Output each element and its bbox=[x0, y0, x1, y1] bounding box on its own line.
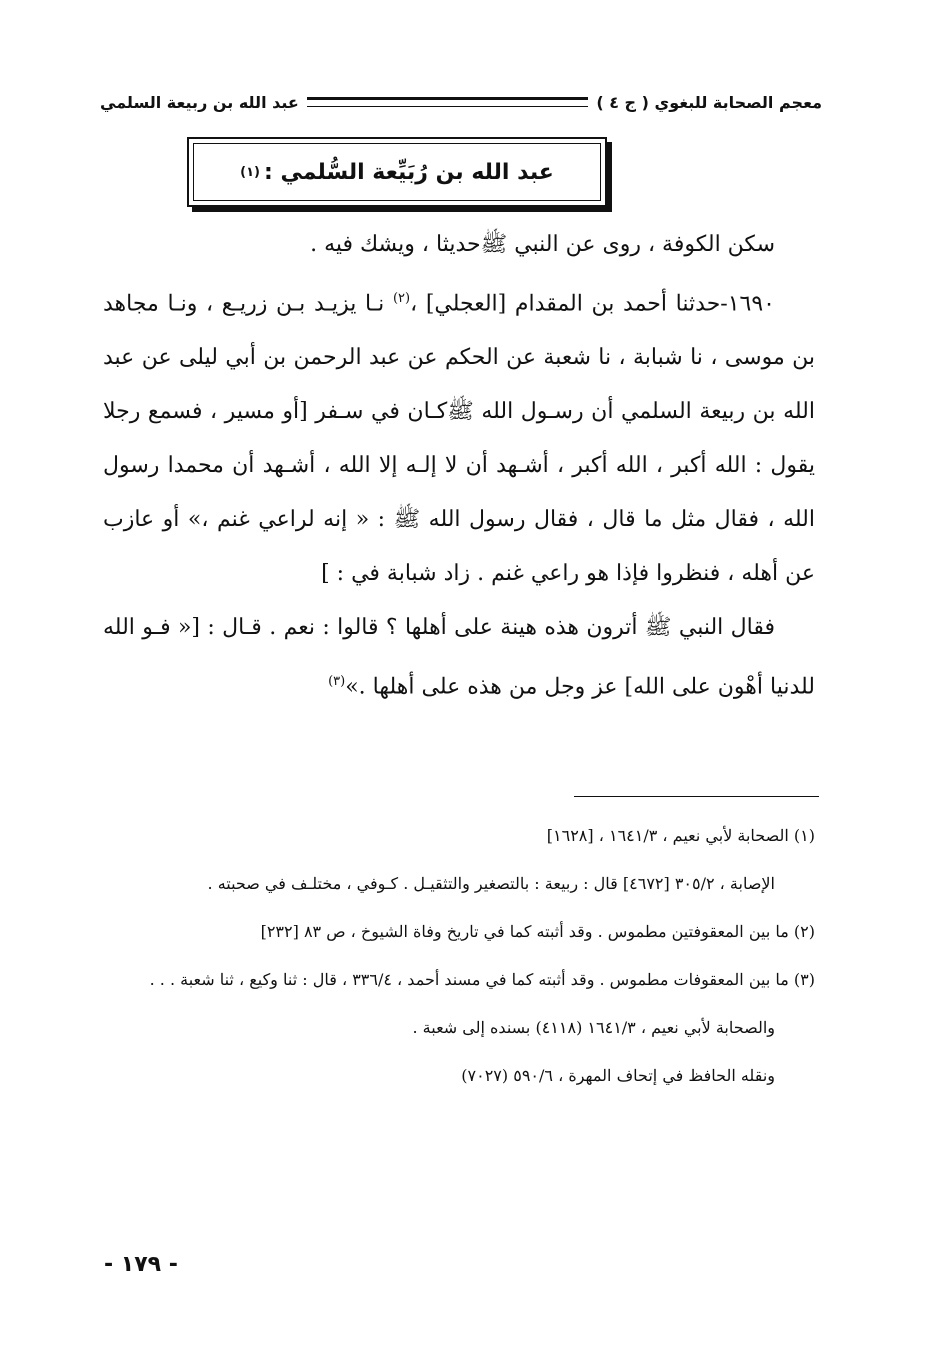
hadith-text-rest: نـا يزيـد بـن زريـع ، ونـا مجاهد بن موسى ، نا شبابة ، نا شعبة عن الحكم عن عبد الرحمن بن أبي ليلى عن عبد الله بن ربيعة السلمي أن رسـول الله ﷺكـان في سـفر [أو مسير ، فسمع رجلا يقول : الله أكبر ، الله أكبر ، أشـهد أن لا إلـه إلا الله ، أشـهد أن محمدا رسول الله ، فقال مثل ما قال ، فقال رسول الله ﷺ : « إنه لراعي غنم ،» أو عازب عن أهله ، فنظروا فإذا هو راعي غنم . زاد شبابة في : ] bbox=[103, 291, 815, 587]
footnote-2: (٢) ما بين المعقوفتين مطموس . وقد أثبته كما في تاريخ وفاة الشيوخ ، ص ٨٣ [٢٣٢] bbox=[260, 922, 815, 941]
footnote-1: (١) الصحابة لأبي نعيم ، ١٦٤١/٣ ، [١٦٢٨] bbox=[546, 826, 815, 845]
hadith-paragraph bbox=[103, 272, 815, 601]
final-paragraph bbox=[103, 601, 815, 714]
footnote-separator bbox=[574, 796, 819, 797]
entry-title: عبد الله بن رُبَيِّعة السُّلمي : bbox=[264, 159, 554, 185]
footnote-3: (٣) ما بين المعقوفات مطموس . وقد أثبته كما في مسند أحمد ، ٣٣٦/٤ ، قال : ثنا وكيع ، ثنا شعبة . . . bbox=[149, 970, 815, 989]
main-text bbox=[103, 218, 815, 715]
footnote-ref-2: (٢) bbox=[392, 291, 411, 306]
footnote-1-continued: الإصابة ، ٣٠٥/٢ [٤٦٧٢] قال : ربيعة : بالتصغير والتثقيـل . كـوفي ، مختلـف في صحبته . bbox=[207, 874, 775, 893]
footnotes bbox=[103, 812, 815, 1100]
entry-title-box bbox=[187, 137, 607, 207]
entry-title-footnote-ref: (١) bbox=[240, 164, 260, 180]
running-header bbox=[100, 86, 822, 118]
header-book-title: معجم الصحابة للبغوي ( ج ٤ ) bbox=[596, 92, 822, 112]
footnote-3-source-3: ونقله الحافظ في إتحاف المهرة ، ٥٩٠/٦ (٧٠٢٧) bbox=[461, 1066, 775, 1085]
intro-paragraph: سكن الكوفة ، روى عن النبي ﷺحديثا ، ويشك فيه . bbox=[310, 232, 775, 257]
header-rule bbox=[307, 97, 589, 107]
footnote-3-source-2: والصحابة لأبي نعيم ، ١٦٤١/٣ (٤١١٨) بسنده إلى شعبة . bbox=[412, 1018, 775, 1037]
header-entry-name: عبد الله بن ربيعة السلمي bbox=[100, 92, 299, 112]
footnote-ref-3: (٣) bbox=[328, 674, 346, 690]
final-text: فقال النبي ﷺ أترون هذه هينة على أهلها ؟ قالوا : نعم . قـال : [« فـو الله للدنيا أهْون على الله] عز وجل من هذه على أهلها .» bbox=[103, 615, 815, 700]
page-number: - ١٧٩ - bbox=[104, 1252, 178, 1277]
hadith-text-start: ١٦٩٠-حدثنا أحمد بن المقدام [العجلي] ، bbox=[410, 291, 775, 317]
